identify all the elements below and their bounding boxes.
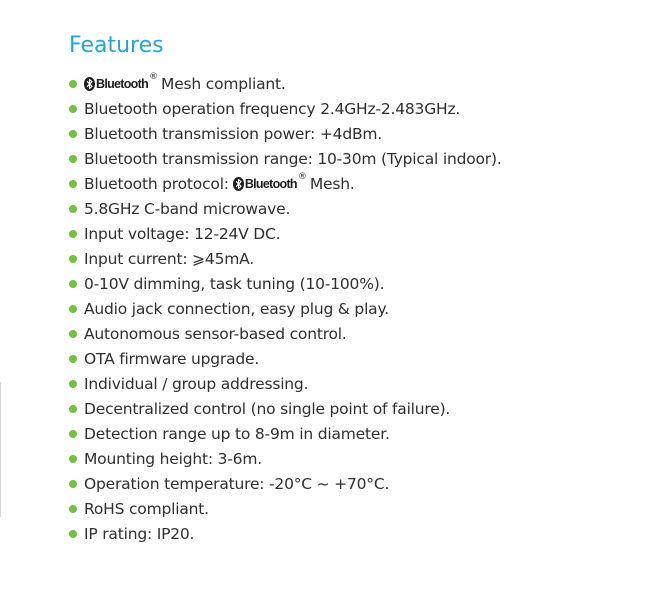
feature-text: 5.8GHz C-band microwave. [84,199,291,218]
feature-text: Mesh compliant. [161,74,286,93]
feature-item-microwave [69,196,502,221]
feature-item-temperature [69,471,502,496]
bluetooth-logo-icon [233,171,307,192]
feature-text: Decentralized control (no single point of failure). [84,399,451,418]
bullet-dot-icon [69,255,77,263]
bullet-dot-icon [69,80,77,88]
bullet-dot-icon [69,155,77,163]
feature-item-detection-range [69,421,502,446]
feature-text: OTA firmware upgrade. [84,349,260,368]
feature-item-protocol [69,171,502,196]
bullet-dot-icon [69,330,77,338]
feature-item-mesh-compliant [69,71,502,96]
feature-text: Individual / group addressing. [84,374,309,393]
feature-item-power [69,121,502,146]
bullet-dot-icon [69,180,77,188]
feature-text: Input current: ⩾45mA. [84,249,254,268]
feature-text: 0-10V dimming, task tuning (10-100%). [84,274,385,293]
bluetooth-rune-icon [233,177,244,191]
registered-mark: ® [149,71,159,82]
bullet-dot-icon [69,205,77,213]
bluetooth-logo-icon [84,71,159,92]
feature-item-rohs [69,496,502,521]
feature-item-autonomous-control [69,321,502,346]
feature-item-ota [69,346,502,371]
feature-text: Bluetooth operation frequency 2.4GHz-2.483GHz. [84,99,461,118]
feature-text: Bluetooth transmission range: 10-30m (Typical indoor). [84,149,502,168]
feature-text: IP rating: IP20. [84,524,195,543]
feature-text: Bluetooth transmission power: +4dBm. [84,124,383,143]
bullet-dot-icon [69,230,77,238]
feature-item-addressing [69,371,502,396]
bullet-dot-icon [69,280,77,288]
bullet-dot-icon [69,130,77,138]
feature-item-range [69,146,502,171]
feature-item-decentralized [69,396,502,421]
feature-text: Audio jack connection, easy plug & play. [84,299,389,318]
feature-text: RoHS compliant. [84,499,209,518]
feature-text: Mounting height: 3-6m. [84,449,262,468]
bluetooth-logo-word: Bluetooth [244,176,297,191]
feature-item-input-voltage [69,221,502,246]
feature-item-audio-jack [69,296,502,321]
feature-item-input-current [69,246,502,271]
bullet-dot-icon [69,455,77,463]
feature-item-ip-rating [69,521,502,546]
feature-item-frequency [69,96,502,121]
bullet-dot-icon [69,405,77,413]
bullet-dot-icon [69,530,77,538]
feature-text: Detection range up to 8-9m in diameter. [84,424,390,443]
bullet-dot-icon [69,380,77,388]
feature-text: Operation temperature: -20°C ~ +70°C. [84,474,390,493]
bluetooth-rune-icon [84,77,95,91]
feature-text: Autonomous sensor-based control. [84,324,347,343]
features-list [69,71,502,546]
bullet-dot-icon [69,505,77,513]
left-edge-line [0,382,1,517]
bullet-dot-icon [69,105,77,113]
bullet-dot-icon [69,430,77,438]
feature-text: Input voltage: 12-24V DC. [84,224,281,243]
feature-item-dimming [69,271,502,296]
bullet-dot-icon [69,355,77,363]
section-title: Features [69,33,164,58]
bullet-dot-icon [69,305,77,313]
bullet-dot-icon [69,480,77,488]
registered-mark: ® [297,171,307,182]
feature-item-mounting-height [69,446,502,471]
feature-text: Mesh. [309,174,355,193]
bluetooth-logo-word: Bluetooth [96,76,149,91]
feature-text: Bluetooth protocol: [84,174,229,193]
